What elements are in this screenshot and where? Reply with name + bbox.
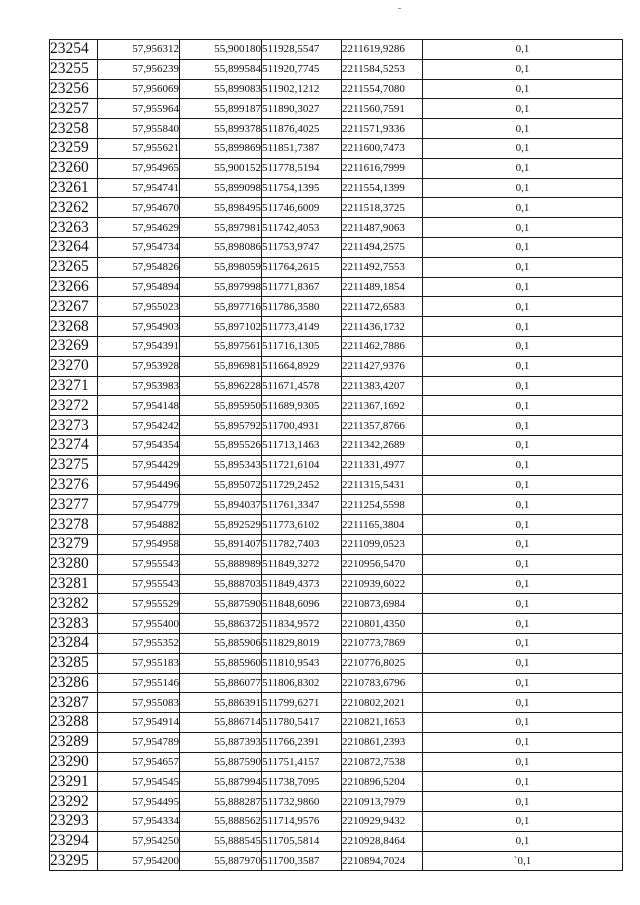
x-coordinate-cell: 511671,4578 <box>262 376 342 396</box>
table-row <box>50 554 623 574</box>
x-coordinate-cell: 511751,4157 <box>262 752 342 772</box>
table-row <box>50 693 623 713</box>
y-coordinate-cell: 2211472,6583 <box>342 297 423 317</box>
longitude-cell: 55,886372 <box>180 614 262 634</box>
latitude-cell: 57,954779 <box>98 495 180 515</box>
table-row <box>50 178 623 198</box>
point-number-cell: 23280 <box>50 554 98 574</box>
point-number-cell: 23261 <box>50 178 98 198</box>
table-row <box>50 336 623 356</box>
longitude-cell: 55,898086 <box>180 237 262 257</box>
point-number-cell: 23264 <box>50 237 98 257</box>
accuracy-cell: 0,1 <box>423 336 623 356</box>
point-number-cell: 23281 <box>50 574 98 594</box>
point-number-cell: 23282 <box>50 594 98 614</box>
latitude-cell: 57,956312 <box>98 40 180 60</box>
accuracy-cell: 0,1 <box>423 237 623 257</box>
latitude-cell: 57,954148 <box>98 396 180 416</box>
x-coordinate-cell: 511742,4053 <box>262 218 342 238</box>
y-coordinate-cell: 2211600,7473 <box>342 138 423 158</box>
y-coordinate-cell: 2211492,7553 <box>342 257 423 277</box>
longitude-cell: 55,900152 <box>180 158 262 178</box>
latitude-cell: 57,955543 <box>98 574 180 594</box>
longitude-cell: 55,888287 <box>180 792 262 812</box>
longitude-cell: 55,899378 <box>180 119 262 139</box>
longitude-cell: 55,898495 <box>180 198 262 218</box>
table-row <box>50 515 623 535</box>
point-number-cell: 23293 <box>50 812 98 832</box>
table-row <box>50 455 623 475</box>
point-number-cell: 23290 <box>50 752 98 772</box>
coordinates-table <box>49 39 623 871</box>
latitude-cell: 57,954789 <box>98 732 180 752</box>
longitude-cell: 55,895950 <box>180 396 262 416</box>
longitude-cell: 55,896981 <box>180 356 262 376</box>
y-coordinate-cell: 2211357,8766 <box>342 416 423 436</box>
y-coordinate-cell: 2211331,4977 <box>342 455 423 475</box>
accuracy-cell: 0,1 <box>423 218 623 238</box>
longitude-cell: 55,887393 <box>180 732 262 752</box>
x-coordinate-cell: 511764,2615 <box>262 257 342 277</box>
latitude-cell: 57,955146 <box>98 673 180 693</box>
longitude-cell: 55,897561 <box>180 336 262 356</box>
table-row <box>50 138 623 158</box>
x-coordinate-cell: 511786,3580 <box>262 297 342 317</box>
x-coordinate-cell: 511700,3587 <box>262 851 342 871</box>
latitude-cell: 57,955400 <box>98 614 180 634</box>
point-number-cell: 23287 <box>50 693 98 713</box>
table-row <box>50 257 623 277</box>
table-row <box>50 416 623 436</box>
accuracy-cell: 0,1 <box>423 297 623 317</box>
latitude-cell: 57,955840 <box>98 119 180 139</box>
latitude-cell: 57,954242 <box>98 416 180 436</box>
x-coordinate-cell: 511753,9747 <box>262 237 342 257</box>
point-number-cell: 23255 <box>50 59 98 79</box>
x-coordinate-cell: 511714,9576 <box>262 812 342 832</box>
y-coordinate-cell: 2210939,6022 <box>342 574 423 594</box>
x-coordinate-cell: 511761,3347 <box>262 495 342 515</box>
accuracy-cell: 0,1 <box>423 317 623 337</box>
table-row <box>50 633 623 653</box>
y-coordinate-cell: 2211462,7886 <box>342 336 423 356</box>
accuracy-cell: 0,1 <box>423 376 623 396</box>
y-coordinate-cell: 2211099,0523 <box>342 534 423 554</box>
latitude-cell: 57,954965 <box>98 158 180 178</box>
table-row <box>50 435 623 455</box>
x-coordinate-cell: 511849,3272 <box>262 554 342 574</box>
table-row <box>50 396 623 416</box>
x-coordinate-cell: 511700,4931 <box>262 416 342 436</box>
longitude-cell: 55,885906 <box>180 633 262 653</box>
longitude-cell: 55,896228 <box>180 376 262 396</box>
table-row <box>50 812 623 832</box>
y-coordinate-cell: 2210802,2021 <box>342 693 423 713</box>
accuracy-cell: 0,1 <box>423 752 623 772</box>
x-coordinate-cell: 511746,6009 <box>262 198 342 218</box>
y-coordinate-cell: 2211342,2689 <box>342 435 423 455</box>
table-row <box>50 40 623 60</box>
y-coordinate-cell: 2210873,6984 <box>342 594 423 614</box>
accuracy-cell: 0,1 <box>423 158 623 178</box>
y-coordinate-cell: 2211487,9063 <box>342 218 423 238</box>
longitude-cell: 55,900180 <box>180 40 262 60</box>
point-number-cell: 23294 <box>50 831 98 851</box>
latitude-cell: 57,954429 <box>98 455 180 475</box>
longitude-cell: 55,895343 <box>180 455 262 475</box>
x-coordinate-cell: 511738,7095 <box>262 772 342 792</box>
y-coordinate-cell: 2210896,5204 <box>342 772 423 792</box>
y-coordinate-cell: 2211383,4207 <box>342 376 423 396</box>
longitude-cell: 55,885960 <box>180 653 262 673</box>
point-number-cell: 23269 <box>50 336 98 356</box>
latitude-cell: 57,955543 <box>98 554 180 574</box>
accuracy-cell: 0,1 <box>423 40 623 60</box>
longitude-cell: 55,887590 <box>180 752 262 772</box>
longitude-cell: 55,897981 <box>180 218 262 238</box>
point-number-cell: 23289 <box>50 732 98 752</box>
point-number-cell: 23275 <box>50 455 98 475</box>
table-row <box>50 792 623 812</box>
longitude-cell: 55,894037 <box>180 495 262 515</box>
x-coordinate-cell: 511771,8367 <box>262 277 342 297</box>
table-row <box>50 534 623 554</box>
y-coordinate-cell: 2211436,1732 <box>342 317 423 337</box>
longitude-cell: 55,897102 <box>180 317 262 337</box>
longitude-cell: 55,899187 <box>180 99 262 119</box>
longitude-cell: 55,888989 <box>180 554 262 574</box>
table-row <box>50 158 623 178</box>
table-row <box>50 237 623 257</box>
x-coordinate-cell: 511773,4149 <box>262 317 342 337</box>
point-number-cell: 23286 <box>50 673 98 693</box>
x-coordinate-cell: 511664,8929 <box>262 356 342 376</box>
scan-mark <box>398 8 401 9</box>
point-number-cell: 23291 <box>50 772 98 792</box>
longitude-cell: 55,886391 <box>180 693 262 713</box>
accuracy-cell: `0,1 <box>423 851 623 871</box>
y-coordinate-cell: 2211518,3725 <box>342 198 423 218</box>
longitude-cell: 55,895072 <box>180 475 262 495</box>
x-coordinate-cell: 511829,8019 <box>262 633 342 653</box>
latitude-cell: 57,956069 <box>98 79 180 99</box>
accuracy-cell: 0,1 <box>423 594 623 614</box>
x-coordinate-cell: 511834,9572 <box>262 614 342 634</box>
table-row <box>50 831 623 851</box>
x-coordinate-cell: 511806,8302 <box>262 673 342 693</box>
latitude-cell: 57,954545 <box>98 772 180 792</box>
table-row <box>50 732 623 752</box>
y-coordinate-cell: 2210861,2393 <box>342 732 423 752</box>
accuracy-cell: 0,1 <box>423 119 623 139</box>
longitude-cell: 55,886077 <box>180 673 262 693</box>
table-row <box>50 851 623 871</box>
point-number-cell: 23271 <box>50 376 98 396</box>
longitude-cell: 55,899083 <box>180 79 262 99</box>
accuracy-cell: 0,1 <box>423 614 623 634</box>
y-coordinate-cell: 2211616,7999 <box>342 158 423 178</box>
point-number-cell: 23267 <box>50 297 98 317</box>
point-number-cell: 23285 <box>50 653 98 673</box>
latitude-cell: 57,954670 <box>98 198 180 218</box>
accuracy-cell: 0,1 <box>423 831 623 851</box>
point-number-cell: 23276 <box>50 475 98 495</box>
y-coordinate-cell: 2211554,7080 <box>342 79 423 99</box>
latitude-cell: 57,953983 <box>98 376 180 396</box>
point-number-cell: 23263 <box>50 218 98 238</box>
accuracy-cell: 0,1 <box>423 732 623 752</box>
x-coordinate-cell: 511890,3027 <box>262 99 342 119</box>
point-number-cell: 23273 <box>50 416 98 436</box>
y-coordinate-cell: 2211367,1692 <box>342 396 423 416</box>
x-coordinate-cell: 511766,2391 <box>262 732 342 752</box>
latitude-cell: 57,956239 <box>98 59 180 79</box>
longitude-cell: 55,887994 <box>180 772 262 792</box>
y-coordinate-cell: 2210821,1653 <box>342 713 423 733</box>
x-coordinate-cell: 511902,1212 <box>262 79 342 99</box>
accuracy-cell: 0,1 <box>423 713 623 733</box>
y-coordinate-cell: 2210928,8464 <box>342 831 423 851</box>
accuracy-cell: 0,1 <box>423 515 623 535</box>
longitude-cell: 55,899584 <box>180 59 262 79</box>
table-row <box>50 99 623 119</box>
accuracy-cell: 0,1 <box>423 534 623 554</box>
table-row <box>50 614 623 634</box>
table-row <box>50 574 623 594</box>
point-number-cell: 23270 <box>50 356 98 376</box>
accuracy-cell: 0,1 <box>423 59 623 79</box>
point-number-cell: 23288 <box>50 713 98 733</box>
table-row <box>50 673 623 693</box>
accuracy-cell: 0,1 <box>423 416 623 436</box>
latitude-cell: 57,954958 <box>98 534 180 554</box>
accuracy-cell: 0,1 <box>423 772 623 792</box>
longitude-cell: 55,891407 <box>180 534 262 554</box>
latitude-cell: 57,954354 <box>98 435 180 455</box>
accuracy-cell: 0,1 <box>423 79 623 99</box>
latitude-cell: 57,954894 <box>98 277 180 297</box>
point-number-cell: 23266 <box>50 277 98 297</box>
x-coordinate-cell: 511876,4025 <box>262 119 342 139</box>
y-coordinate-cell: 2210783,6796 <box>342 673 423 693</box>
latitude-cell: 57,954495 <box>98 792 180 812</box>
latitude-cell: 57,955183 <box>98 653 180 673</box>
y-coordinate-cell: 2211560,7591 <box>342 99 423 119</box>
y-coordinate-cell: 2211571,9336 <box>342 119 423 139</box>
x-coordinate-cell: 511732,9860 <box>262 792 342 812</box>
accuracy-cell: 0,1 <box>423 574 623 594</box>
accuracy-cell: 0,1 <box>423 653 623 673</box>
latitude-cell: 57,955529 <box>98 594 180 614</box>
point-number-cell: 23265 <box>50 257 98 277</box>
point-number-cell: 23283 <box>50 614 98 634</box>
y-coordinate-cell: 2210894,7024 <box>342 851 423 871</box>
accuracy-cell: 0,1 <box>423 396 623 416</box>
accuracy-cell: 0,1 <box>423 138 623 158</box>
x-coordinate-cell: 511782,7403 <box>262 534 342 554</box>
table-row <box>50 495 623 515</box>
table-row <box>50 59 623 79</box>
point-number-cell: 23295 <box>50 851 98 871</box>
point-number-cell: 23258 <box>50 119 98 139</box>
longitude-cell: 55,886714 <box>180 713 262 733</box>
table-row <box>50 772 623 792</box>
accuracy-cell: 0,1 <box>423 554 623 574</box>
point-number-cell: 23274 <box>50 435 98 455</box>
table-row <box>50 752 623 772</box>
y-coordinate-cell: 2211165,3804 <box>342 515 423 535</box>
table-row <box>50 594 623 614</box>
point-number-cell: 23284 <box>50 633 98 653</box>
x-coordinate-cell: 511928,5547 <box>262 40 342 60</box>
longitude-cell: 55,888545 <box>180 831 262 851</box>
longitude-cell: 55,899098 <box>180 178 262 198</box>
latitude-cell: 57,954250 <box>98 831 180 851</box>
table-row <box>50 475 623 495</box>
y-coordinate-cell: 2210776,8025 <box>342 653 423 673</box>
y-coordinate-cell: 2211554,1399 <box>342 178 423 198</box>
longitude-cell: 55,899869 <box>180 138 262 158</box>
latitude-cell: 57,954391 <box>98 336 180 356</box>
x-coordinate-cell: 511851,7387 <box>262 138 342 158</box>
latitude-cell: 57,954200 <box>98 851 180 871</box>
y-coordinate-cell: 2210913,7979 <box>342 792 423 812</box>
table-row <box>50 297 623 317</box>
point-number-cell: 23257 <box>50 99 98 119</box>
latitude-cell: 57,953928 <box>98 356 180 376</box>
latitude-cell: 57,954657 <box>98 752 180 772</box>
point-number-cell: 23254 <box>50 40 98 60</box>
point-number-cell: 23279 <box>50 534 98 554</box>
x-coordinate-cell: 511849,4373 <box>262 574 342 594</box>
x-coordinate-cell: 511773,6102 <box>262 515 342 535</box>
accuracy-cell: 0,1 <box>423 633 623 653</box>
y-coordinate-cell: 2211254,5598 <box>342 495 423 515</box>
x-coordinate-cell: 511799,6271 <box>262 693 342 713</box>
point-number-cell: 23268 <box>50 317 98 337</box>
y-coordinate-cell: 2211489,1854 <box>342 277 423 297</box>
x-coordinate-cell: 511716,1305 <box>262 336 342 356</box>
accuracy-cell: 0,1 <box>423 812 623 832</box>
longitude-cell: 55,897716 <box>180 297 262 317</box>
accuracy-cell: 0,1 <box>423 435 623 455</box>
accuracy-cell: 0,1 <box>423 693 623 713</box>
y-coordinate-cell: 2210773,7869 <box>342 633 423 653</box>
latitude-cell: 57,954734 <box>98 237 180 257</box>
y-coordinate-cell: 2210801,4350 <box>342 614 423 634</box>
longitude-cell: 55,888562 <box>180 812 262 832</box>
latitude-cell: 57,954914 <box>98 713 180 733</box>
table-row <box>50 317 623 337</box>
y-coordinate-cell: 2211584,5253 <box>342 59 423 79</box>
x-coordinate-cell: 511705,5814 <box>262 831 342 851</box>
point-number-cell: 23272 <box>50 396 98 416</box>
x-coordinate-cell: 511848,6096 <box>262 594 342 614</box>
longitude-cell: 55,887590 <box>180 594 262 614</box>
point-number-cell: 23292 <box>50 792 98 812</box>
accuracy-cell: 0,1 <box>423 792 623 812</box>
table-row <box>50 79 623 99</box>
table-row <box>50 713 623 733</box>
y-coordinate-cell: 2210872,7538 <box>342 752 423 772</box>
latitude-cell: 57,954629 <box>98 218 180 238</box>
accuracy-cell: 0,1 <box>423 257 623 277</box>
latitude-cell: 57,954496 <box>98 475 180 495</box>
x-coordinate-cell: 511920,7745 <box>262 59 342 79</box>
y-coordinate-cell: 2211427,9376 <box>342 356 423 376</box>
latitude-cell: 57,955083 <box>98 693 180 713</box>
latitude-cell: 57,954334 <box>98 812 180 832</box>
latitude-cell: 57,954826 <box>98 257 180 277</box>
y-coordinate-cell: 2211619,9286 <box>342 40 423 60</box>
table-row <box>50 198 623 218</box>
x-coordinate-cell: 511778,5194 <box>262 158 342 178</box>
accuracy-cell: 0,1 <box>423 99 623 119</box>
point-number-cell: 23260 <box>50 158 98 178</box>
x-coordinate-cell: 511754,1395 <box>262 178 342 198</box>
longitude-cell: 55,897998 <box>180 277 262 297</box>
accuracy-cell: 0,1 <box>423 178 623 198</box>
accuracy-cell: 0,1 <box>423 198 623 218</box>
table-row <box>50 119 623 139</box>
x-coordinate-cell: 511729,2452 <box>262 475 342 495</box>
longitude-cell: 55,887970 <box>180 851 262 871</box>
longitude-cell: 55,895792 <box>180 416 262 436</box>
latitude-cell: 57,955964 <box>98 99 180 119</box>
y-coordinate-cell: 2210956,5470 <box>342 554 423 574</box>
table-row <box>50 218 623 238</box>
x-coordinate-cell: 511713,1463 <box>262 435 342 455</box>
accuracy-cell: 0,1 <box>423 673 623 693</box>
table-row <box>50 356 623 376</box>
table-row <box>50 277 623 297</box>
longitude-cell: 55,892529 <box>180 515 262 535</box>
latitude-cell: 57,954741 <box>98 178 180 198</box>
point-number-cell: 23277 <box>50 495 98 515</box>
point-number-cell: 23256 <box>50 79 98 99</box>
accuracy-cell: 0,1 <box>423 356 623 376</box>
accuracy-cell: 0,1 <box>423 455 623 475</box>
x-coordinate-cell: 511721,6104 <box>262 455 342 475</box>
accuracy-cell: 0,1 <box>423 475 623 495</box>
latitude-cell: 57,954903 <box>98 317 180 337</box>
accuracy-cell: 0,1 <box>423 277 623 297</box>
point-number-cell: 23262 <box>50 198 98 218</box>
y-coordinate-cell: 2211315,5431 <box>342 475 423 495</box>
point-number-cell: 23278 <box>50 515 98 535</box>
longitude-cell: 55,888703 <box>180 574 262 594</box>
table-row <box>50 376 623 396</box>
y-coordinate-cell: 2210929,9432 <box>342 812 423 832</box>
table-row <box>50 653 623 673</box>
latitude-cell: 57,955352 <box>98 633 180 653</box>
latitude-cell: 57,955621 <box>98 138 180 158</box>
latitude-cell: 57,954882 <box>98 515 180 535</box>
x-coordinate-cell: 511689,9305 <box>262 396 342 416</box>
coordinates-table-body <box>50 40 623 871</box>
x-coordinate-cell: 511780,5417 <box>262 713 342 733</box>
y-coordinate-cell: 2211494,2575 <box>342 237 423 257</box>
x-coordinate-cell: 511810,9543 <box>262 653 342 673</box>
point-number-cell: 23259 <box>50 138 98 158</box>
accuracy-cell: 0,1 <box>423 495 623 515</box>
longitude-cell: 55,898059 <box>180 257 262 277</box>
latitude-cell: 57,955023 <box>98 297 180 317</box>
longitude-cell: 55,895526 <box>180 435 262 455</box>
